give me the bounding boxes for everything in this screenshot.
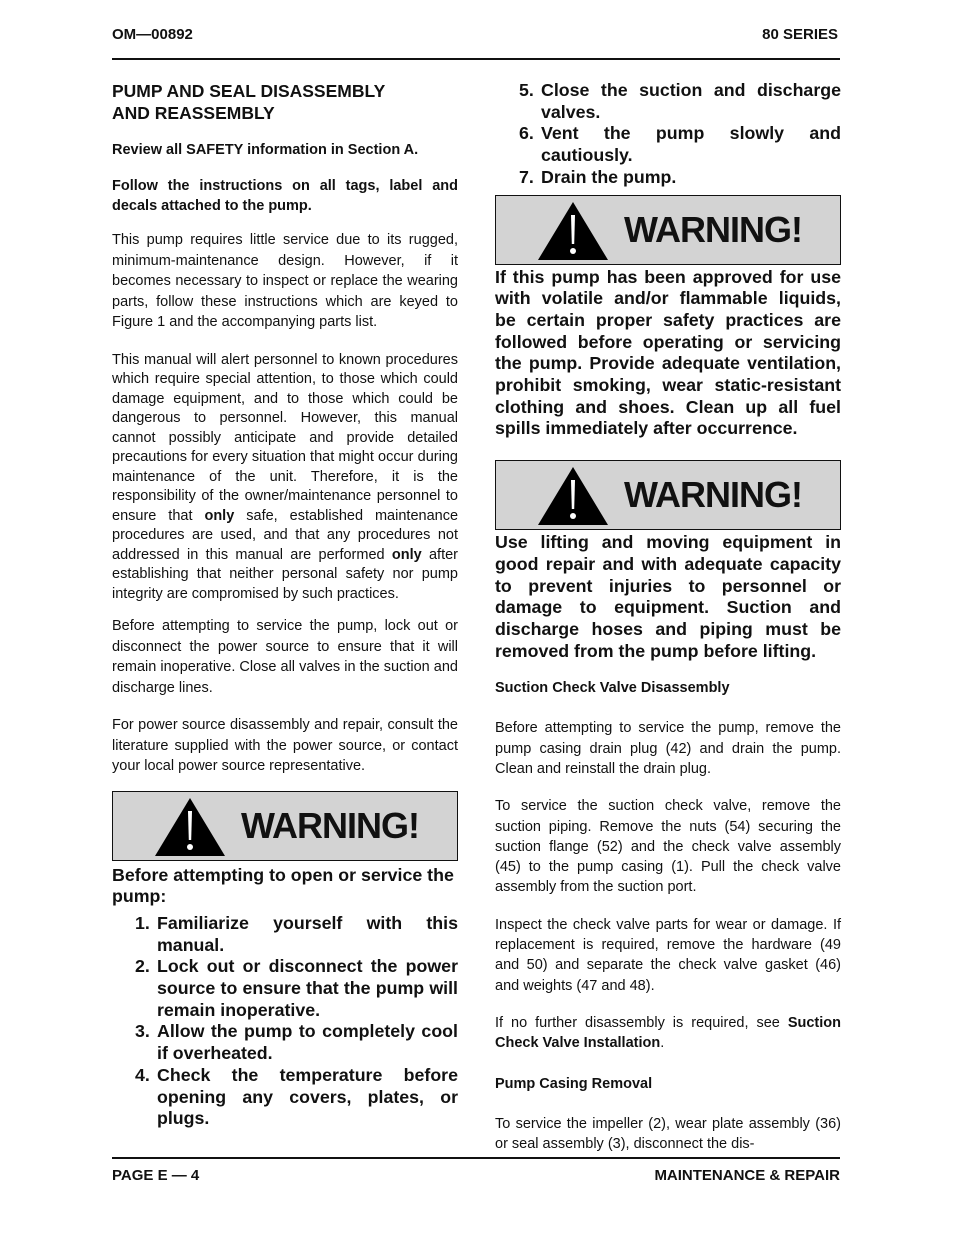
page-number: PAGE E — 4 <box>112 1167 200 1184</box>
safety-steps-list <box>112 913 458 1130</box>
doc-number: OM—00892 <box>112 26 193 43</box>
list-item: 1. Familiarize yourself with this manual. <box>135 912 458 955</box>
warning-banner <box>495 195 841 265</box>
pump-casing-removal-heading: Pump Casing Removal <box>495 1075 653 1092</box>
list-item: 2. Lock out or disconnect the power source to ensure that the pump will remain inoperative. <box>135 956 458 1020</box>
list-item: 6. Vent the pump slowly and cautiously. <box>519 123 841 166</box>
footer-rule <box>112 1157 840 1159</box>
warning-triangle-icon <box>536 465 610 527</box>
warning-triangle-icon <box>536 200 610 262</box>
manual-paragraph: This manual will alert personnel to known procedures which require special attention, to those which could damage equipment, and to those which could be dangerous to personnel. However, this manual cannot possibly anticipate and provide detailed precautions for every situation that might occur during maintenance of the unit. Therefore, it is the responsibility of the owner/maintenance personnel to ensure that only safe, established maintenance procedures are used, and that any procedures not addressed in this manual are performed only after establishing that neither personal safety nor pump integrity are compromised by such practices. <box>112 351 459 602</box>
safety-review-note: Review all SAFETY information in Section A. <box>112 142 419 158</box>
warning-banner <box>112 791 458 861</box>
tags-note: Follow the instructions on all tags, label and decals attached to the pump. <box>112 178 458 214</box>
warning-label: WARNING! <box>624 474 802 516</box>
installation-reference-paragraph: If no further disassembly is required, see Suction Check Valve Installation. <box>495 1014 841 1052</box>
right-column <box>495 80 841 1154</box>
list-item: 5. Close the suction and discharge valves. <box>519 80 841 122</box>
header-rule <box>112 58 840 60</box>
suction-check-valve-heading: Suction Check Valve Disassembly <box>495 680 730 697</box>
section-name: MAINTENANCE & REPAIR <box>654 1167 840 1184</box>
safety-steps-list-continued <box>495 80 841 189</box>
list-item: 4. Check the temperature before opening any covers, plates, or plugs. <box>135 1064 458 1129</box>
section-title: PUMP AND SEAL DISASSEMBLY AND REASSEMBLY <box>112 81 386 123</box>
warning-label: WARNING! <box>624 208 802 250</box>
list-item: 3. Allow the pump to completely cool if overheated. <box>135 1021 458 1064</box>
drain-paragraph: Before attempting to service the pump, remove the pump casing drain plug (42) and drain the pump. Clean and reinstall the drain plug. <box>495 720 841 777</box>
lifting-warning-text: Use lifting and moving equipment in good repair and with adequate capacity to prevent injuries to personnel or damage to equipment. Suction and discharge hoses and piping must be removed from the pump before lifting. <box>495 532 841 661</box>
intro-paragraph: This pump requires little service due to its rugged, minimum-maintenance design. However, if it becomes necessary to inspect or replace the wearing parts, follow these instructions which are keyed to Figure 1 and the accompanying parts list. <box>112 232 458 330</box>
warning-triangle-icon <box>153 796 227 858</box>
warning-label: WARNING! <box>241 804 419 846</box>
power-source-paragraph: For power source disassembly and repair, consult the literature supplied with the power source, or contact your local power source representative. <box>112 717 458 774</box>
check-valve-removal-paragraph: To service the suction check valve, remove the suction piping. Remove the nuts (54) securing the suction flange (52) and the check valve assembly (45) to the pump casing (1). Pull the check valve assembly from the suction port. <box>495 798 841 896</box>
casing-removal-paragraph: To service the impeller (2), wear plate assembly (36) or seal assembly (3), disconnect the dis- <box>495 1115 841 1152</box>
series-name: 80 SERIES <box>762 26 838 43</box>
warning-intro: Before attempting to open or service the pump: <box>112 864 454 907</box>
left-column <box>112 80 458 1130</box>
warning-banner <box>495 460 841 530</box>
check-valve-inspection-paragraph: Inspect the check valve parts for wear or damage. If replacement is required, remove the hardware (49 and 50) and separate the check valve gasket (46) and weights (47 and 48). <box>495 916 841 994</box>
list-item: 7. Drain the pump. <box>519 166 677 187</box>
lockout-paragraph: Before attempting to service the pump, lock out or disconnect the power source to ensure that it will remain inoperative. Close all valves in the suction and discharge lines. <box>112 618 458 696</box>
flammable-warning-text: If this pump has been approved for use with volatile and/or flammable liquids, be certain proper safety practices are followed before operating or servicing the pump. Provide adequate ventilation, prohibit smoking, wear static-resistant clothing and shoes. Clean up all fuel spills immediately after occurrence. <box>495 266 841 439</box>
